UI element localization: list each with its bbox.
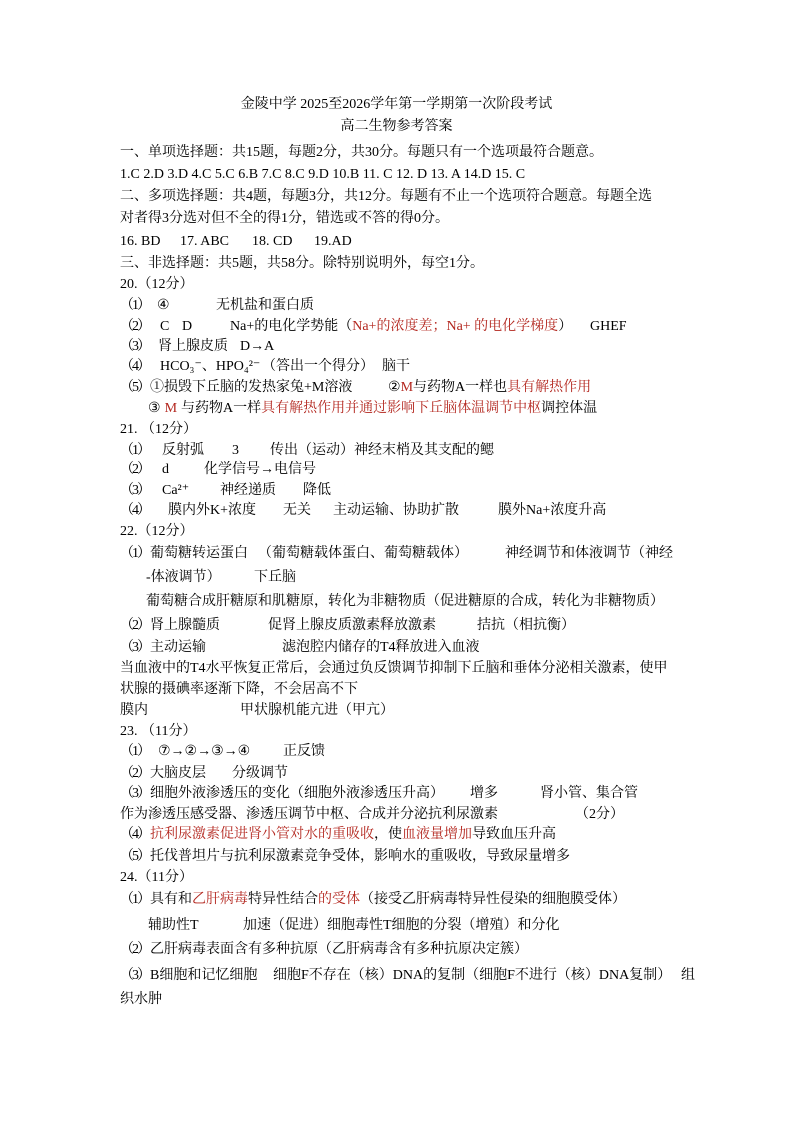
q23-line-4 [0, 806, 793, 826]
answer-text: 降低 [303, 483, 331, 498]
document-title: 金陵中学 2025至2026学年第一学期第一次阶段考试 [240, 97, 553, 112]
answer-text: ） [558, 319, 573, 334]
q21-line-3 [0, 482, 793, 502]
sub-question-label: （1） [120, 443, 149, 458]
highlighted-text: 血液量增加 [402, 827, 472, 842]
highlighted-text: M [164, 401, 178, 416]
answer-text: B细胞和记忆细胞 [150, 968, 258, 983]
q22-line-7 [0, 681, 793, 701]
q20-line-2 [0, 318, 793, 338]
q24-line-3 [0, 941, 793, 961]
sub-question-label: （1） [120, 298, 149, 313]
question-heading: 24.（11分） [120, 870, 193, 885]
answer-text: Na+的电化学势能（ [230, 319, 353, 334]
answer-text: 调控体温 [541, 401, 598, 416]
part1-heading [0, 144, 793, 164]
answer-text: 托伐普坦片与抗利尿激素竞争受体，影响水的重吸收，导致尿量增多 [150, 849, 570, 864]
answer-text: 与药物A一样也 [413, 380, 508, 395]
highlighted-text: 的受体 [318, 892, 360, 907]
part3-heading [0, 255, 793, 275]
sub-question-label: （5） [120, 380, 149, 395]
answer-text: 传出（运动）神经末梢及其支配的鳃 [270, 443, 494, 458]
answer-text: 组 [681, 968, 695, 983]
sub-question-label: （2） [120, 618, 149, 633]
highlighted-text: M [400, 380, 414, 395]
highlighted-text: 乙肝病毒 [192, 892, 248, 907]
document-subtitle: 高二生物参考答案 [340, 119, 453, 134]
answer-text: 滤泡腔内储存的T4释放进入血液 [282, 640, 480, 655]
part2-heading-text: 二、多项选择题：共4题，每题3分，共12分。每题有不止一个选项符合题意。每题全选 [120, 189, 652, 204]
q22-line-3 [0, 593, 793, 613]
score-note: （2分） [575, 807, 624, 822]
sub-question-label: （5） [120, 849, 149, 864]
q20-line-6 [0, 400, 793, 420]
q20-line-1 [0, 297, 793, 317]
answer-text: 膜外Na+浓度升高 [498, 503, 607, 518]
part1-answers-text: 1.C 2.D 3.D 4.C 5.C 6.B 7.C 8.C 9.D 10.B 11. C 12. D 13. A 14.D 15. C [120, 167, 526, 182]
answer-group [230, 318, 572, 336]
question-heading: 22.（12分） [120, 524, 194, 539]
answer-text: 状腺的摄碘率逐渐下降，不会居高不下 [120, 682, 358, 697]
answer-text: GHEF [590, 319, 627, 334]
answer-text: 加速（促进）细胞毒性T细胞的分裂（增殖）和分化 [243, 918, 560, 933]
answer-text: 膜内 [120, 703, 148, 718]
answer-text: 辅助性T [148, 918, 199, 933]
sub-question-label: （4） [120, 827, 149, 842]
sub-question-label: （1） [120, 892, 149, 907]
answer-text: （葡萄糖载体蛋白、葡萄糖载体） [258, 546, 468, 561]
answer-text: C [160, 319, 170, 334]
q21-line-1 [0, 442, 793, 462]
answer-text: 膜内外K+浓度 [168, 503, 257, 518]
answer-group [148, 400, 597, 418]
sub-question-label: （2） [120, 319, 149, 334]
q22-line-8 [0, 702, 793, 722]
answer-text: ，使 [374, 827, 402, 842]
q23-heading [0, 723, 793, 743]
answer-text: ④ [157, 298, 170, 313]
q21-line-2 [0, 461, 793, 481]
answer-note: （答出一个得分） [262, 359, 374, 374]
answer-text: 甲状腺机能亢进（甲亢） [240, 703, 394, 718]
part2-answers [0, 233, 793, 253]
answer-text: ③ [148, 401, 161, 416]
q20-line-5 [0, 379, 793, 399]
answer-text: 肾小管、集合管 [540, 786, 638, 801]
sub-question-label: （2） [120, 766, 149, 781]
question-heading: 23. （11分） [120, 724, 197, 739]
q23-line-6 [0, 848, 793, 868]
part2-heading-line-2 [0, 210, 793, 230]
q22-line-4 [0, 617, 793, 637]
answer-text: 主动运输、协助扩散 [333, 503, 459, 518]
answer-text: 葡萄糖转运蛋白 [150, 546, 248, 561]
answer-text: （接受乙肝病毒特异性侵染的细胞膜受体） [360, 892, 626, 907]
answer-text: HCO₃⁻、HPO₄²⁻ [160, 359, 261, 374]
answer-16: 16. BD [120, 234, 161, 249]
answer-18: 18. CD [252, 234, 293, 249]
answer-text: 肾上腺皮质 [158, 339, 228, 354]
answer-text: Ca²⁺ [162, 483, 190, 498]
answer-text: 与药物A一样 [181, 401, 262, 416]
q22-line-6 [0, 660, 793, 680]
sub-question-label: （2） [120, 942, 149, 957]
answer-text: 拮抗（相抗衡） [477, 618, 575, 633]
q22-line-5 [0, 639, 793, 659]
sub-question-label: （3） [120, 640, 149, 655]
answer-text: 主动运输 [150, 640, 206, 655]
q22-line-1 [0, 545, 793, 565]
answer-text: 无机盐和蛋白质 [216, 298, 314, 313]
q24-line-2 [0, 917, 793, 937]
answer-text: 神经调节和体液调节（神经 [505, 546, 673, 561]
answer-text: 导致血压升高 [472, 827, 556, 842]
answer-group [150, 891, 626, 909]
part2-heading-line-1 [0, 188, 793, 208]
q24-heading [0, 869, 793, 889]
q21-heading [0, 421, 793, 441]
answer-text: 织水肿 [120, 992, 162, 1007]
sub-question-label: （4） [120, 359, 149, 374]
answer-text: 3 [232, 443, 239, 458]
highlighted-text: Na+的浓度差；Na+ 的电化学梯度 [352, 319, 559, 334]
answer-group [388, 379, 591, 397]
part2-heading-text: 对者得3分选对但不全的得1分，错选或不答的得0分。 [120, 211, 449, 226]
question-heading: 20.（12分） [120, 277, 194, 292]
part1-answers [0, 166, 793, 186]
answer-text: 下丘脑 [254, 570, 296, 585]
answer-text: 当血液中的T4水平恢复正常后，会通过负反馈调节抑制下丘脑和垂体分泌相关激素，使甲 [120, 661, 668, 676]
answer-text: 葡萄糖合成肝糖原和肌糖原，转化为非糖物质（促进糖原的合成，转化为非糖物质） [146, 594, 664, 609]
answer-text: D [182, 319, 193, 334]
answer-text: ①损毁下丘脑的发热家兔+M溶液 [150, 380, 353, 395]
sub-question-label: （1） [120, 744, 149, 759]
q23-line-1 [0, 743, 793, 763]
q20-line-3 [0, 338, 793, 358]
answer-text: 大脑皮层 [150, 766, 206, 781]
q23-line-2 [0, 765, 793, 785]
answer-text: 分级调节 [232, 766, 288, 781]
answer-text: 神经递质 [220, 483, 276, 498]
sub-question-label: （2） [120, 462, 149, 477]
answer-group [150, 826, 556, 844]
q23-line-5 [0, 826, 793, 846]
highlighted-text: 具有解热作用并通过影响下丘脑体温调节中枢 [261, 401, 542, 416]
answer-text: 增多 [470, 786, 498, 801]
answer-text: 乙肝病毒表面含有多种抗原（乙肝病毒含有多种抗原决定簇） [150, 942, 528, 957]
q24-line-4 [0, 967, 793, 987]
sub-question-label: （3） [120, 786, 149, 801]
answer-text: 正反馈 [283, 744, 325, 759]
q20-line-4 [0, 358, 793, 378]
sub-question-label: （3） [120, 339, 149, 354]
answer-text: 细胞F不存在（核）DNA的复制（细胞F不进行（核）DNA复制） [273, 968, 672, 983]
answer-19: 19.AD [314, 234, 352, 249]
sub-question-label: （3） [120, 968, 149, 983]
answer-text: 化学信号→电信号 [204, 462, 316, 477]
q22-line-2 [0, 569, 793, 589]
q22-heading [0, 523, 793, 543]
answer-text: 脑干 [382, 359, 410, 374]
q24-line-1 [0, 891, 793, 911]
answer-17: 17. ABC [180, 234, 230, 249]
answer-text: d [162, 462, 169, 477]
answer-text: 具有和 [150, 892, 192, 907]
q24-line-5 [0, 991, 793, 1011]
answer-text: 反射弧 [162, 443, 204, 458]
q20-heading [0, 276, 793, 296]
answer-text: 无关 [283, 503, 311, 518]
answer-text: -体液调节） [146, 570, 221, 585]
sub-question-label: （4） [120, 503, 149, 518]
answer-text: 促肾上腺皮质激素释放激素 [268, 618, 436, 633]
answer-text: D→A [240, 339, 275, 354]
q23-line-3 [0, 785, 793, 805]
part3-heading-text: 三、非选择题：共5题，共58分。除特别说明外，每空1分。 [120, 256, 484, 271]
highlighted-text: 具有解热作用 [507, 380, 592, 395]
sub-question-label: （3） [120, 483, 149, 498]
answer-text: ② [388, 380, 401, 395]
answer-text: 肾上腺髓质 [150, 618, 220, 633]
question-heading: 21. （12分） [120, 422, 197, 437]
q21-line-4 [0, 502, 793, 522]
highlighted-text: 抗利尿激素促进肾小管对水的重吸收 [150, 827, 374, 842]
answer-text: ⑦→②→③→④ [158, 744, 251, 759]
part1-heading-text: 一、单项选择题：共15题，每题2分，共30分。每题只有一个选项最符合题意。 [120, 145, 603, 160]
answer-text: 作为渗透压感受器、渗透压调节中枢、合成并分泌抗利尿激素 [120, 807, 498, 822]
answer-text: 特异性结合 [248, 892, 318, 907]
answer-text: 细胞外液渗透压的变化（细胞外液渗透压升高） [150, 786, 444, 801]
sub-question-label: （1） [120, 546, 149, 561]
